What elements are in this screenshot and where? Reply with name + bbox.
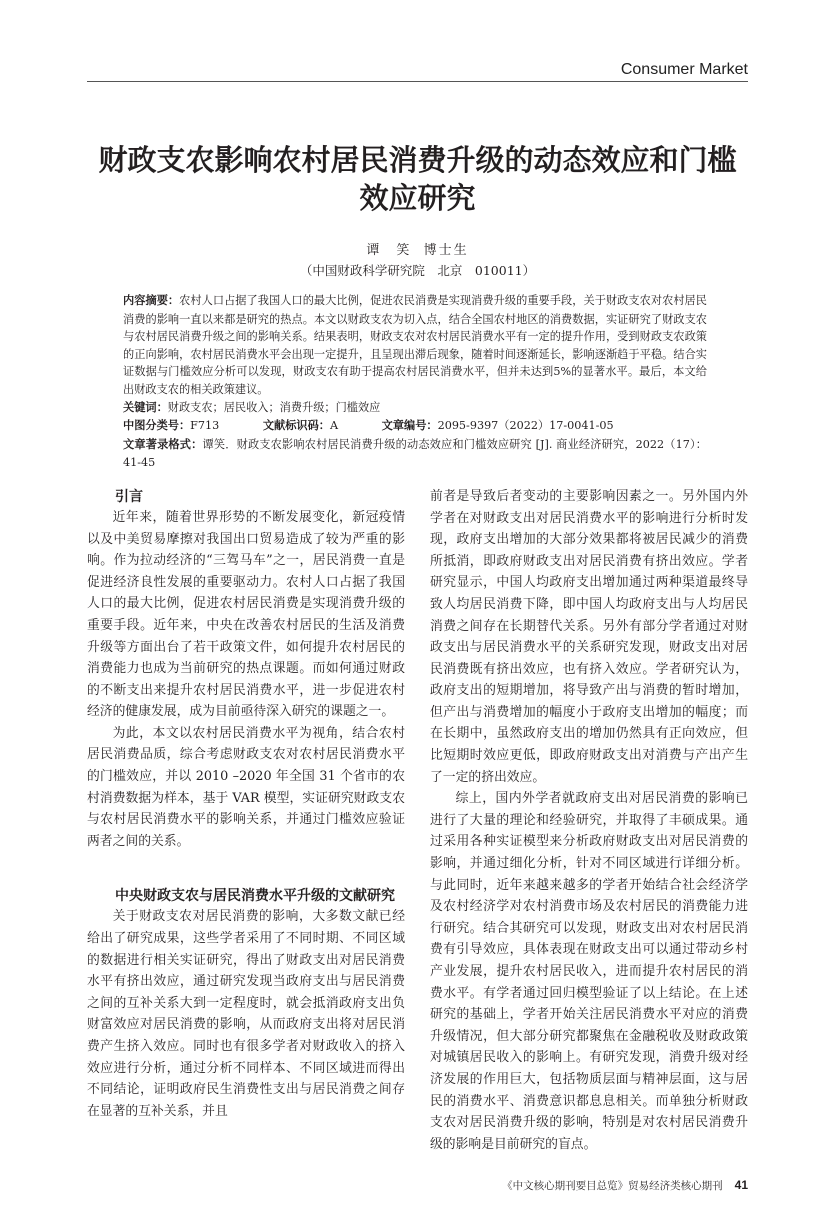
- article-title: 财政支农影响农村居民消费升级的动态效应和门槛效应研究: [98, 145, 737, 215]
- section-heading-intro: 引言: [115, 487, 143, 504]
- author-line: [87, 242, 748, 260]
- paragraph: 近年来，随着世界形势的不断发展变化，新冠疫情以及中美贸易摩擦对我国出口贸易造成了较为严重的影响。作为拉动经济的“三驾马车”之一，居民消费一直是促进经济良性发展的重要驱动力。农村人口占据了我国人口的最大比例，促进农村居民消费是实现消费升级的重要手段。近年来，中央在改善农村居民的生活及消费升级等方面出台了若干政策文件，如何提升农村居民的消费能力也成为当前研究的热点课题。而如何通过财政的不断支出来提升农村居民消费水平，进一步促进农村经济的健康发展，成为目前亟待深入研究的课题之一。: [87, 509, 405, 720]
- journal-name: 《中文核心期刊要目总览》贸易经济类核心期刊: [502, 1180, 723, 1193]
- header-divider: [87, 81, 748, 82]
- clc-value: F713: [190, 419, 220, 433]
- abstract-label: 内容摘要：: [123, 295, 180, 307]
- abstract: [123, 292, 707, 399]
- citation: [123, 436, 707, 472]
- keywords: [123, 399, 707, 418]
- right-column: [430, 486, 748, 1155]
- keywords-text: 财政支农；居民收入；消费升级；门槛效应: [167, 400, 381, 414]
- page-footer: [87, 1177, 748, 1194]
- author-name: 谭 笑: [366, 243, 412, 258]
- paragraph: 为此，本文以农村居民消费水平为视角，结合农村居民消费品质，综合考虑财政支农对农村居民消费水平的门槛效应，并以 2010 –2020 年全国 31 个省市的农村消费数据为样本，基于 VAR 模型，实证研究财政支农与农村居民消费水平的影响关系，并通过门槛效应验证两者之间的关系。: [87, 725, 405, 849]
- left-column: [87, 486, 405, 1122]
- article-no-label: 文章编号：: [381, 420, 438, 433]
- section-header: Consumer Market: [620, 61, 748, 78]
- clc-label: 中图分类号：: [123, 420, 191, 433]
- doc-code-value: A: [329, 419, 339, 433]
- keywords-label: 关键词：: [123, 401, 168, 414]
- paragraph: 关于财政支农对居民消费的影响，大多数文献已经给出了研究成果，这些学者采用了不同时期、不同区域的数据进行相关实证研究，得出了财政支出对居民消费水平有挤出效应，通过研究发现当政府支出与居民消费之间的互补关系大到一定程度时，就会抵消政府支出负财富效应对居民消费的影响，从而政府支出将对居民消费产生挤入效应。同时也有很多学者对财政收入的挤入效应进行分析，通过分析不同样本、不同区域进而得出不同结论，证明政府民生消费性支出与居民消费之间存在显著的互补关系，并且: [87, 909, 405, 1119]
- classification-row: [123, 417, 707, 436]
- abstract-block: [123, 292, 707, 472]
- author-degree: 博士生: [423, 243, 469, 258]
- doc-code-label: 文献标识码：: [262, 420, 330, 433]
- paragraph: 综上，国内外学者就政府支出对居民消费的影响已进行了大量的理论和经验研究，并取得了丰硕成果。通过采用各种实证模型来分析政府财政支出对居民消费的影响，并通过细化分析，针对不同区域进行详细分析。与此同时，近年来越来越多的学者开始结合社会经济学及农村经济学对农村消费市场及农村居民的消费能力进行研究。结合其研究可以发现，财政支出对农村居民消费有引导效应，具体表现在财政支出可以通过带动乡村产业发展，提升农村居民收入，进而提升农村居民的消费水平。有学者通过回归模型验证了以上结论。在上述研究的基础上，学者开始关注居民消费水平对应的消费升级情况，但大部分研究都聚焦在金融税收及财政政策对城镇居民收入的影响上。有研究发现，消费升级对经济发展的作用巨大，包括物质层面与精神层面，这与居民的消费水平、消费意识都息息相关。而单独分析财政支农对居民消费升级的影响，特别是对农村居民消费升级的影响是目前研究的盲点。: [430, 791, 748, 1152]
- article-no-value: 2095-9397（2022）17-0041-05: [437, 419, 614, 433]
- body-columns: [87, 486, 748, 1155]
- abstract-text: 农村人口占据了我国人口的最大比例，促进农民消费是实现消费升级的重要手段，关于财政支农对农村居民消费的影响一直以来都是研究的热点。本文以财政支农为切入点，结合全国农村地区的消费数据，实证研究了财政支农与农村居民消费升级之间的影响关系。结果表明，财政支农对农村居民消费水平有一定的提升作用，受到财政支农政策的正向影响，农村居民消费水平会出现一定提升，且呈现出滞后现象，随着时间逐渐延长，影响逐渐趋于平稳。结合实证数据与门槛效应分析可以发现，财政支农有助于提高农村居民消费水平，但并未达到5%的显著水平。最后，本文给出财政支农的相关政策建议。: [123, 294, 707, 396]
- citation-text: 谭笑．财政支农影响农村居民消费升级的动态效应和门槛效应研究 [J]. 商业经济研究，2022（17）：41-45: [123, 437, 707, 470]
- affiliation: （中国财政科学研究院 北京 010011）: [299, 263, 536, 278]
- citation-label: 文章著录格式：: [123, 438, 203, 451]
- section-heading-literature: 中央财政支农与居民消费水平升级的文献研究: [115, 887, 395, 904]
- paragraph-continued: 前者是导致后者变动的主要影响因素之一。另外国内外学者在对财政支出对居民消费水平的影响进行分析时发现，政府支出增加的大部分效果都将被居民减少的消费所抵消，即政府财政支出对居民消费有挤出效应。学者研究显示，中国人均政府支出增加通过两种渠道最终导致人均居民消费下降，即中国人均政府支出与人均居民消费之间存在长期替代关系。另外有部分学者通过对财政支出与居民消费水平的关系研究发现，财政支出对居民消费既有挤出效应，也有挤入效应。学者研究认为，政府支出的短期增加，将导致产出与消费的暂时增加，但产出与消费增加的幅度小于政府支出增加的幅度；而在长期中，虽然政府支出的增加仍然具有正向效应，但比短期时效应更低，即政府财政支出对消费与产出产生了一定的挤出效应。: [430, 488, 748, 785]
- page-number: 41: [734, 1178, 748, 1193]
